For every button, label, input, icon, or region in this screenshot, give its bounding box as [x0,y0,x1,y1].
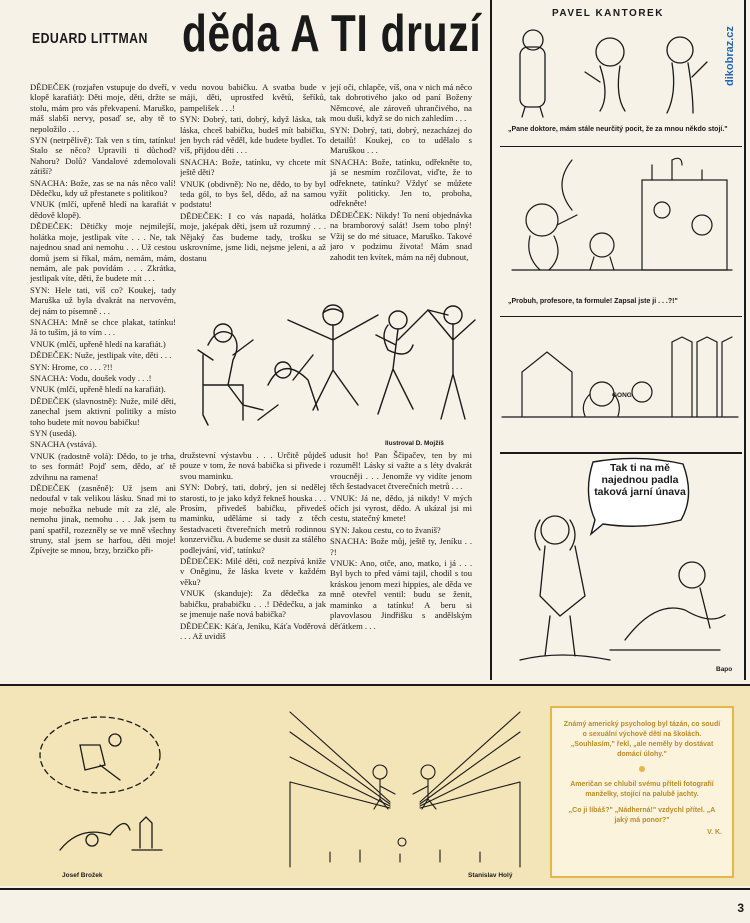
dialogue-paragraph: SNACHA: Vodu, doušek vody . . .! [30,372,152,383]
dialogue-paragraph: SNACHA: Mně se chce plakat, tatínku! Já to tuším, já to vím . . . [30,316,176,338]
cartoon-doctor [500,22,730,122]
article-title: děda A TI druzí [182,5,482,63]
bottom-top-rule [0,684,750,686]
cartoon-telescope [20,700,190,870]
dialogue-paragraph: DĚDEČEK: I co vás napadá, holátka moje, jaképak děti, jsem už rozumný . . . Nějaký čas budeme tady, trošku se uskrovníme, jsme lidi, nejsme jeleni, a až dostanu [180,210,326,263]
dialogue-paragraph: družstevní výstavbu . . . Určitě půjdeš pouze v tom, že nová babička si přivede i svou maminku. [180,450,326,481]
gong-label: GONG [612,392,632,399]
dialogue-paragraph: DĚDEČEK: Milé děti, což nezpívá kniže v Oněginu, že láska kvete v každém věku? [180,556,326,587]
cartoon-tightrope [270,702,540,872]
dialogue-paragraph: DĚDEČEK (slavnostně): Nuže, milé děti, zanechal jsem aktivní politiky a místo toho budete mít novou babičku! [30,395,176,427]
dialogue-paragraph: SYN: Dobrý, tati, dobrý, jen si nedělej starosti, to je jako když řekneš houska . . . Prosím, přivedeš babičku, přivedeš maminku, uděláme si tady z těch šestadvaceti čtverečních metrů rodinnou konzervičku. A budeme se dusit za stálého podlejvání, viď, tatínku? [180,482,326,555]
dialogue-paragraph: VNUK (mlčí, upřeně hledí na karafiát). [30,384,166,395]
anecdote-1: Známý americký psycholog byl tázán, co soudí o sexuální výchově dětí na školách. „Souhlasím," řekl, „ale neměly by dostávat domácí úlohy." [563,721,721,758]
dialogue-paragraph: SNACHA (vstává). [30,439,97,450]
dialogue-paragraph: SNACHA: Bože můj, ještě ty, Jeníku . . ?! [330,536,472,557]
anecdote-initials: V. K. [707,829,722,836]
dialogue-paragraph: SNACHA: Bože, tatínku, vy chcete mít ještě děti? [180,156,326,178]
column-divider [490,0,492,680]
article-author: EDUARD LITTMAN [32,30,148,47]
dialogue-paragraph: udusit ho! Pan Ščipačev, ten by mi rozuměl! Lásky si važte a s léty dvakrát vroucněji . . . Jenomže vy vidíte jenom těch šestadvacet čtverečních metrů . . . [330,450,472,492]
dialogue-paragraph: SYN: Dobrý, tati, dobrý, nezacházej do detailů! Koukej, co to udělalo s Maruškou . . . [330,124,472,156]
bottom-credit-brozek: Josef Brožek [62,872,103,879]
bottom-rule [0,888,750,890]
dialogue-paragraph: DĚDEČEK: Nuže, jestlipak víte, děti . . . [30,350,172,361]
cartoon-4-credit: Bapo [716,666,733,673]
cartoon-separator [500,146,742,147]
anecdote-2: Američan se chlubil svému příteli fotografií manželky, stojící na palubě jachty. [570,781,714,798]
article-illustration [183,285,483,435]
article-column-3-continued [330,450,472,674]
dialogue-paragraph: SYN: Jakou cestu, co to žvaníš? [330,524,441,535]
dialogue-paragraph: VNUK: Já ne, dědo, já nikdy! V mých očích jsi vyrost, dědo. A ukázal jsi mi cestu, statečný kmete! [330,492,472,524]
cartoon-1-caption: „Pane doktore, mám stále neurčitý pocit, že za mnou někdo stojí." [508,126,728,133]
cartoon-dog-gong [502,322,738,432]
dialogue-paragraph: SYN: Hele tati, víš co? Koukej, tady Maruška už byla dvakrát na nervovém, dej nám to písemně . . . [30,284,176,316]
dialogue-paragraph: SYN: Dobrý, tati, dobrý, když láska, tak láska, chceš babičku, budeš mít babičku, jen bych rád věděl, kde budete bydlet. To víš, přijdou děti . . . [180,114,326,156]
dialogue-paragraph: VNUK: Ano, otče, ano, matko, i já . . . Byl bych to před vámi tajil, chodil s tou kráskou jenom mezi hippies, ale děda ve mně otevřel ventil: budu se ženit, maminko a tatínku! A beru si plavovlasou Jindřišku s andělským děťátkem . . . [330,558,472,631]
article-column-1 [30,82,176,674]
anecdote-3: „Co ji líbáš?" „Nádherná!" vzdychl přítel. „A jaký má ponor?" [568,807,716,824]
cartoonist-name: PAVEL KANTOREK [552,8,664,19]
bottom-credit-holy: Stanislav Holý [468,872,513,879]
illustration-credit: Ilustroval D. Mojžíš [385,440,444,447]
cartoon-laboratory [502,150,738,290]
dialogue-paragraph: VNUK (mlčí, upřeně hledí na karafiát v dědově klopě). [30,199,176,220]
cartoon-spring-fatigue [510,520,736,670]
page-number: 3 [737,901,744,915]
anecdote-box [550,706,734,878]
dialogue-paragraph: SYN (netrpělivě): Tak ven s tím, tatínku! Stalo se něco? Upravili ti důchod? Nahoru? Dolů? Vandalové zdemolovali zátiší? [30,135,176,177]
cartoon-separator-3 [500,452,742,454]
dialogue-paragraph: SYN: Hrome, co . . . ?!! [30,361,113,372]
dialogue-paragraph: DĚDEČEK: Káťa, Jeníku, Káťa Voděrová . . . Až uvidíš [180,620,326,641]
dialogue-paragraph: DĚDEČEK: Nikdy! To není objednávka na bramborový salát! Jsem tobo plný! Vžij se do mé situace, Maruško. Takové jaro v podzimu života! Mám snad zahodit ten kvítek, mám na něj dubnout, [330,209,472,262]
article-column-2 [180,82,326,280]
dialogue-paragraph: DĚDEČEK (rozjařen vstupuje do dveří, v klopě karafiát): Děti moje, děti, držte se stolu, mám pro vás překvapení. Maruško, máš slabší nervy, posaď se, aby tě to nepoložilo . . . [30,82,176,134]
dialogue-paragraph: DĚDEČEK: Dětičky moje nejmilejší, holátka moje, jestlipak víte . . . Ne, tak najednou snad ani nemohu . . . Už cestou domů jsem si říkal, mám, nemám, mám, nemám, ale pak povídám . . . Zkrátka, jestlipak víte, děti, že budete mít . . . [30,221,176,284]
speech-bubble-text: Tak ti na mě najednou padla taková jarní únava [594,462,686,498]
dialogue-paragraph: vedu novou babičku. A svatba bude v máji, děti, uprostřed květů, šeříků, pampelišek . . .! [180,82,326,113]
cartoon-separator-2 [500,316,742,317]
bullet-dot [639,766,645,772]
dialogue-paragraph: SNACHA: Bože, tatínku, odřekněte to, já se nesmím rozčilovat, viďte, že to odřeknete, tatínku? Vždyť se můžete vyžít politicky. Jen to, proboha, odřekněte! [330,156,472,209]
article-column-2-continued [180,450,326,674]
dialogue-paragraph: její oči, chlapče, víš, ona v nich má něco tak dobrotivého jako od paní Boženy Němcové, ale zároveň uhrančivého, na mou duši, když se do nich zahledím . . . [330,82,472,124]
article-column-3 [330,82,472,280]
dialogue-paragraph: VNUK (skanduje): Za dědečka za babičku, prababičku . . .! Dědečku, a jak se jmenuje naše nová babička? [180,588,326,620]
site-watermark: dikobraz.cz [724,26,736,86]
dialogue-paragraph: VNUK (mlčí, upřeně hledí na karafiát.) [30,338,166,349]
dialogue-paragraph: DĚDEČEK (zasněně): Už jsem ani nedoufal v tak velikou lásku. Snad mi to moje nebožka nebude mít za zlé, ale nemohu jinak, nemohu . . . Jak jsem tu paní spatřil, rozezněly se ve mně všechny struny, stal jsem se harfou, děti moje! Zpívejte se mnou, brzy, brzičko při- [30,483,176,556]
cartoon-2-caption: „Probuh, profesore, ta formule! Zapsal jste ji . . .?!" [508,298,678,305]
dialogue-paragraph: VNUK (obdivně): No ne, dědo, to by byl teda gól, to bys šel, dědo, až na samou podstatu! [180,178,326,210]
dialogue-paragraph: VNUK (radostně volá): Dědo, to je trha, to ses formát! Pojď sem, dědo, ať tě zdvihnu na ramena! [30,450,176,482]
dialogue-paragraph: SYN (usedá). [30,428,77,438]
dialogue-paragraph: SNACHA: Bože, zas se na nás něco valí! Dědečku, kdy už přestanete s politikou? [30,177,176,199]
